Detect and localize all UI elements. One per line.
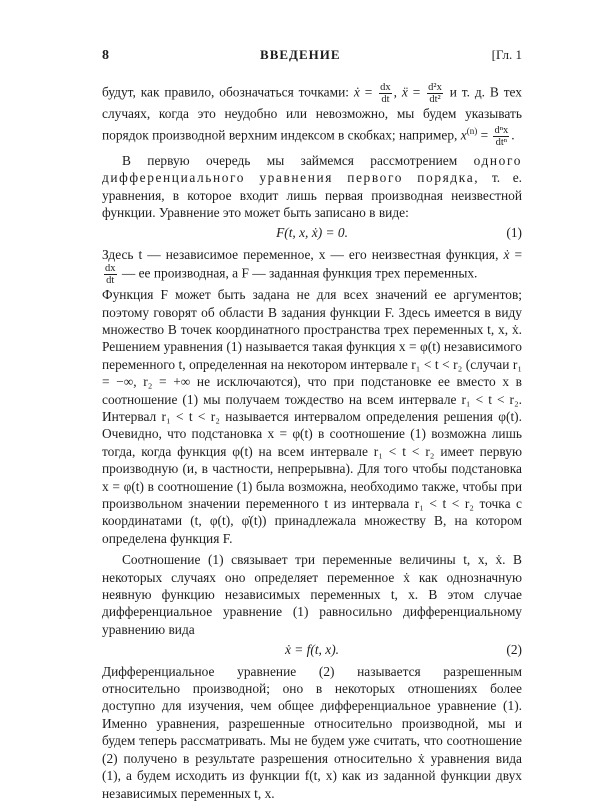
paragraph-relation: Соотношение (1) связывает три переменные величины t, x, ẋ. В некоторых случаях оно определяет переменное ẋ как однозначную неявную функцию независимых переменных t, x. В этом случае дифференциальное уравнение (1) равносильно дифференциальному уравнению вида (102, 552, 522, 637)
paragraph-solution: Функция F может быть задана не для всех значений ее аргументов; поэтому говорят об области B задания функции F. Здесь имеется в виду множество B точек координатного пространства трех переменных t, x, ẋ. Решением уравнения (1) называется такая функция x = φ(t) независимого переменного t, определенная на некотором интервале r₁ < t < r₂ (случаи r₁ = −∞, r₂ = +∞ не исключаются), что при подстановке ее вместо x в соотношение (1) мы получаем тождество на всем интервале r₁ < t < r₂. Интервал r₁ < t < r₂ называется интервалом определения решения φ(t). Очевидно, что подстановка x = φ(t) в соотношение (1) возможна лишь тогда, когда функция φ(t) на всем интервале r₁ < t < r₂ имеет первую производную (и, в частности, непрерывна). Для того чтобы подстановка x = φ(t) в соотношение (1) была возможна, необходимо также, чтобы при произвольном значении переменного t из интервала r₁ < t < r₂ точка с координатами (t, φ(t), φ̇(t)) принадлежала множеству B, на котором определена функция F. (102, 287, 522, 546)
paragraph-notation: будут, как правило, обозначаться точками: ẋ = $\frac{dx}{dt}$ , ẍ = $\frac{\text{d²x}}{\text{dt²}}$ и т. д. В тех случаях, когда это неудобно или невозможно, мы будем указывать порядок производной верхним индексом в скобках; например, $x^{(n)}$ = $\frac{\text{dⁿx}}{\text{dtⁿ}}$ . (102, 82, 523, 148)
equation-2-number: (2) (506, 642, 522, 658)
equation-1: F(t, x, ẋ) = 0. (1) (276, 225, 522, 241)
chapter-label: [Гл. 1 (491, 47, 522, 62)
paragraph-intro: В первую очередь мы займемся рассмотрением одного дифференциального уравнения первого порядка, т. е. уравнения, в которое входит лишь первая производная неизвестной функции. Уравнение это может быть записано в виде: (102, 152, 522, 220)
paragraph-definitions: Здесь t — независимое переменное, x — его неизвестная функция, ẋ = $\frac{dx}{dt}$ — ее производная, а F — заданная функция трех переменных. (102, 246, 522, 287)
equation-1-number: (1) (506, 225, 522, 241)
equation-2: ẋ = f(t, x). (2) (284, 642, 522, 658)
page-number: 8 (102, 48, 109, 63)
paragraph-resolved: Дифференциальное уравнение (2) называется разрешенным относительно производной; оно в некоторых отношениях более доступно для изучения, чем общее дифференциальное уравнение (1). Именно уравнения, разрешенные относительно производной, мы и будем теперь рассматривать. Мы не будем уже считать, что соотношение (2) получено в результате разрешения относительно ẋ уравнения вида (1), а будем исходить из функции f(t, x) как из заданной функции двух независимых переменных t, x. (102, 663, 522, 801)
page-header (102, 46, 522, 64)
running-title: ВВЕДЕНИЕ (260, 47, 341, 62)
